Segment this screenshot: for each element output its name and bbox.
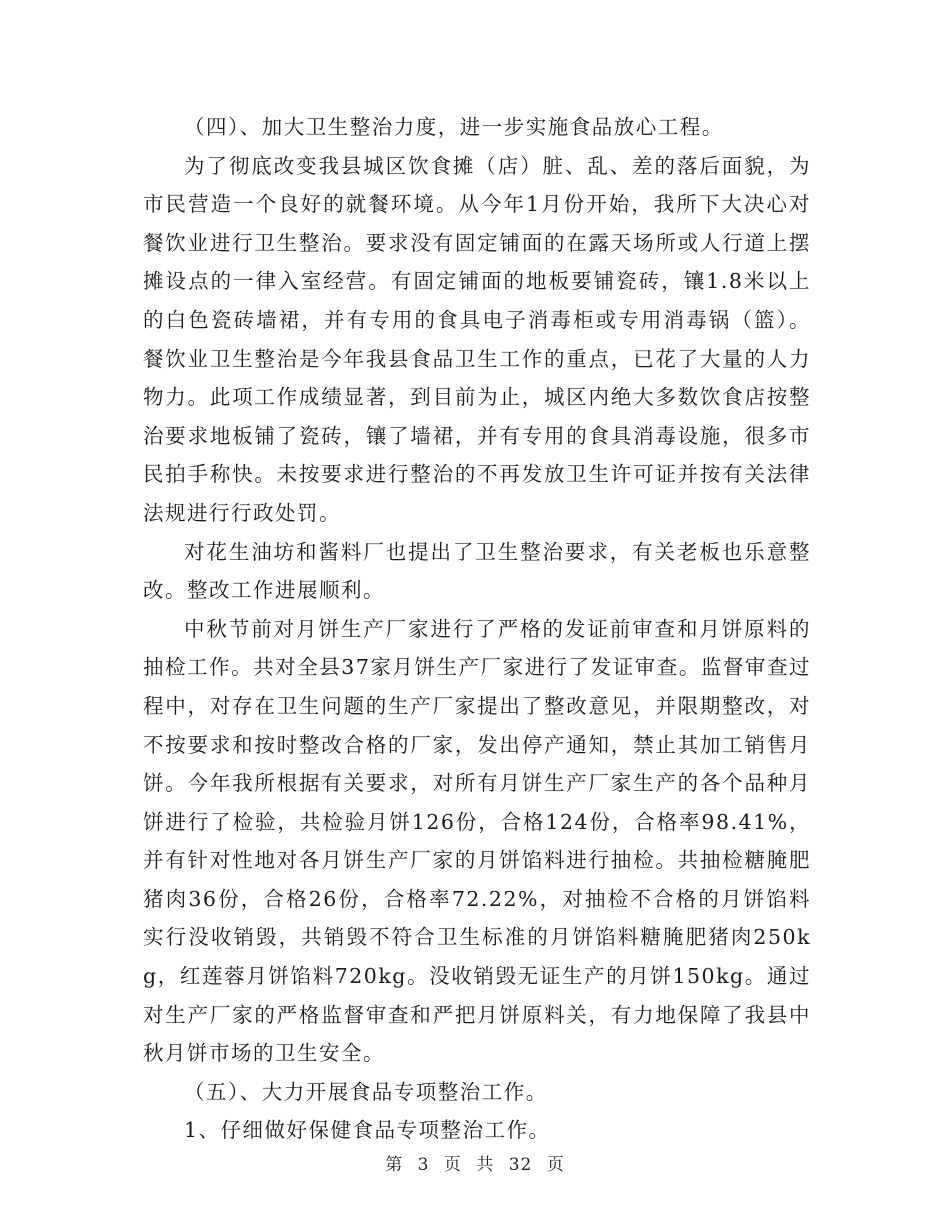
page-suffix: 页	[546, 1155, 565, 1175]
body-paragraph: 中秋节前对月饼生产厂家进行了严格的发证前审查和月饼原料的抽检工作。共对全县37家月饼生产厂家进行了发证审查。监督审查过程中，对存在卫生问题的生产厂家提出了整改意见，并限期整改，对不按要求和按时整改合格的厂家，发出停产通知，禁止其加工销售月饼。今年我所根据有关要求，对所有月饼生产厂家生产的各个品种月饼进行了检验，共检验月饼126份，合格124份，合格率98.41%，并有针对性地对各月饼生产厂家的月饼馅料进行抽检。共抽检糖腌肥猪肉36份，合格26份，合格率72.22%，对抽检不合格的月饼馅料实行没收销毁，共销毁不符合卫生标准的月饼馅料糖腌肥猪肉250kg，红莲蓉月饼馅料720kg。没收销毁无证生产的月饼150kg。通过对生产厂家的严格监督审查和严把月饼原料关，有力地保障了我县中秋月饼市场的卫生安全。	[143, 616, 811, 1066]
subsection-heading: 1、仔细做好保健食品专项整治工作。	[184, 1118, 551, 1143]
body-paragraph: 对花生油坊和酱料厂也提出了卫生整治要求，有关老板也乐意整改。整改工作进展顺利。	[143, 539, 811, 603]
page-prefix: 第	[385, 1155, 404, 1175]
page-current: 3	[417, 1155, 430, 1175]
page-total: 32	[508, 1155, 533, 1175]
body-paragraph: 为了彻底改变我县城区饮食摊（店）脏、乱、差的落后面貌，为市民营造一个良好的就餐环境。从今年1月份开始，我所下大决心对餐饮业进行卫生整治。要求没有固定铺面的在露天场所或人行道上摆摊设点的一律入室经营。有固定铺面的地板要铺瓷砖，镶1.8米以上的白色瓷砖墙裙，并有专用的食具电子消毒柜或专用消毒锅（篮）。餐饮业卫生整治是今年我县食品卫生工作的重点，已花了大量的人力物力。此项工作成绩显著，到目前为止，城区内绝大多数饮食店按整治要求地板铺了瓷砖，镶了墙裙，并有专用的食具消毒设施，很多市民拍手称快。未按要求进行整治的不再发放卫生许可证并按有关法律法规进行行政处罚。	[143, 153, 811, 525]
page-number-footer	[0, 1154, 950, 1176]
section-heading-four: （四）、加大卫生整治力度，进一步实施食品放心工程。	[184, 115, 724, 139]
page-total-prefix: 共	[476, 1155, 495, 1175]
document-body	[143, 108, 811, 1150]
section-heading-five: （五）、大力开展食品专项整治工作。	[184, 1079, 548, 1104]
page-mid: 页	[443, 1155, 462, 1175]
